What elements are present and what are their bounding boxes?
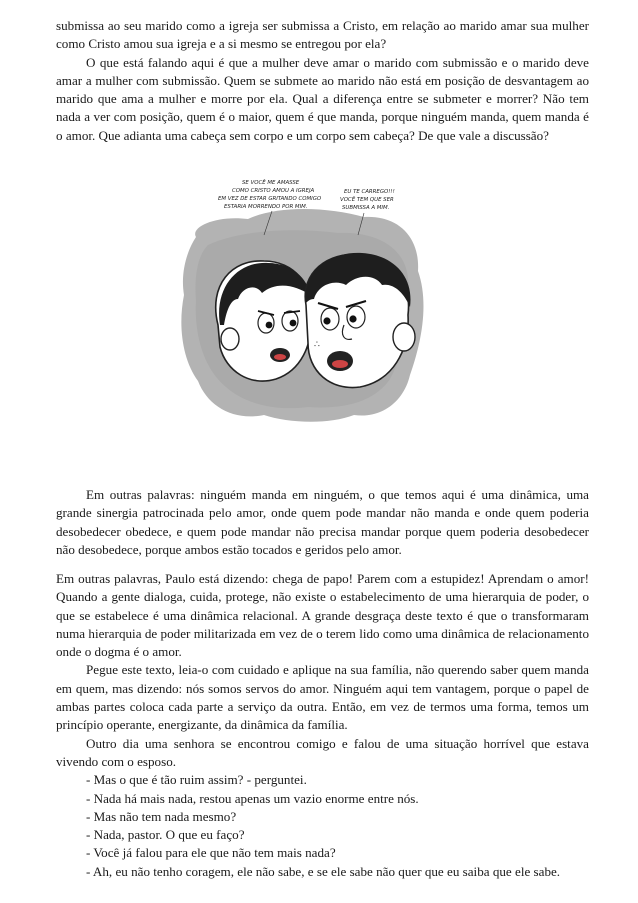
paragraph: Em outras palavras, Paulo está dizendo: chega de papo! Parem com a estupidez! Aprendam o amor! Quando a gente dialoga, cuida, protege, não existe o estabelecimento de uma hierarquia de poder, o que se estabelece é uma dinâmica relacional. A grande desgraça deste texto é que o transformaram numa hierarquia de poder militarizada em vez de o terem lido como uma dinâmica de relacionamento onde o dogma é o amor. — [56, 571, 589, 660]
paragraph: Pegue este texto, leia-o com cuidado e aplique na sua família, não querendo saber quem manda em quem, mas dizendo: nós somos servos do amor. Ninguém aqui tem vantagem, porque o papel de ambas partes coloca cada parte a serviço da outra. Então, em vez de termos uma forma, temos um princípio operante, energizante, da dinâmica da família. — [56, 662, 589, 733]
paragraph: submissa ao seu marido como a igreja ser submissa a Cristo, em relação ao marido amar sua mulher como Cristo amou sua igreja e a si mesmo se entregou por ela? — [56, 18, 589, 52]
paragraph: Outro dia uma senhora se encontrou comigo e falou de uma situação horrível que estava vivendo com o esposo. — [56, 735, 589, 769]
text-block-bottom — [56, 570, 589, 881]
dialogue-line: - Mas não tem nada mesmo? — [86, 808, 237, 824]
cartoon-illustration — [168, 175, 433, 430]
dialogue-line: - Ah, eu não tenho coragem, ele não sabe, e se ele sabe não quer que eu saiba que ele sabe. — [86, 863, 561, 879]
bubble-line: SE VOCÊ ME AMASSE — [242, 180, 300, 186]
text-block-top — [56, 17, 589, 145]
bubble-line: SUBMISSA A MIM. — [342, 205, 390, 211]
paragraph: Em outras palavras: ninguém manda em ninguém, o que temos aqui é uma dinâmica, uma grande sinergia patrocinada pelo amor, onde quem pode mandar não manda e onde quem poderia desobedecer obedece, e quem pode mandar não precisa mandar porque quem poderia desobedecer não desobedece, porque ambos estão tocados e geridos pelo amor. — [56, 487, 589, 557]
dialogue-line: - Mas o que é tão ruim assim? - perguntei. — [86, 772, 307, 788]
bubble-line: ESTARIA MORRENDO POR MIM. — [224, 204, 308, 210]
dialogue-line: - Nada, pastor. O que eu faço? — [86, 827, 245, 843]
bubble-line: EM VEZ DE ESTAR GRITANDO COMIGO — [218, 196, 322, 202]
dialogue-line: - Nada há mais nada, restou apenas um vazio enorme entre nós. — [86, 790, 419, 806]
svg-text:∴: ∴ — [314, 340, 320, 350]
bubble-line: EU TE CARREGO!!! — [344, 189, 395, 195]
dialogue-line: - Você já falou para ele que não tem mais nada? — [86, 845, 336, 861]
woman-figure — [216, 261, 311, 381]
bubble-line: VOCÊ TEM QUE SER — [340, 197, 394, 203]
text-block-middle — [56, 486, 589, 559]
bubble-line: COMO CRISTO AMOU A IGREJA — [232, 188, 315, 194]
paragraph: O que está falando aqui é que a mulher deve amar o marido com submissão e o marido deve amar a mulher com submissão. Quem se submete ao marido não está em posição de desvantagem ao marido que ama a mulher e morre por ela. Qual a diferença entre se submeter e morrer? Não tem nada a ver com posição, quem é o maior, quem é que manda, porque ninguém manda, quem manda é o amor. Que adianta uma cabeça sem corpo e um corpo sem cabeça? De que vale a discussão? — [56, 54, 589, 143]
